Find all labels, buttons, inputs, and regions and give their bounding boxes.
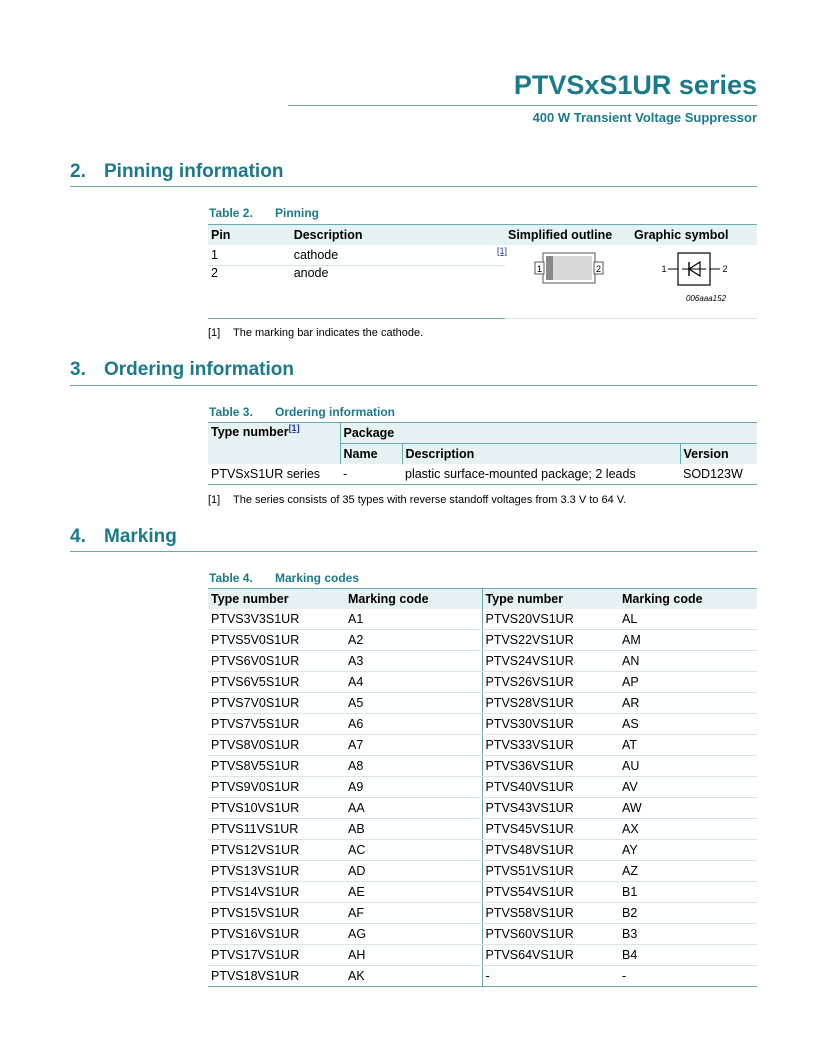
table-caption-ordering	[209, 405, 395, 419]
package-outline-drawing	[508, 245, 628, 293]
col-header-type-number: Type number	[482, 589, 619, 610]
table-row	[208, 651, 757, 672]
title-divider	[288, 105, 757, 106]
outline-pin-label: 1	[536, 264, 542, 274]
package-version: SOD123W	[683, 467, 743, 481]
marking-code: B4	[619, 945, 757, 966]
type-number: PTVS60VS1UR	[482, 924, 619, 945]
section-number: 3.	[70, 359, 86, 380]
type-number: PTVS18VS1UR	[211, 969, 300, 983]
col-header-marking-code: Marking code	[345, 589, 482, 610]
marking-code: AM	[619, 630, 757, 651]
marking-codes-table	[208, 588, 757, 987]
table-number: Table 3.	[209, 405, 253, 419]
col-header-package: Package	[340, 423, 757, 444]
col-header-name: Name	[340, 444, 402, 465]
marking-code: AW	[619, 798, 757, 819]
marking-code: AL	[619, 609, 757, 630]
table-row	[208, 777, 757, 798]
marking-code: A9	[345, 777, 482, 798]
marking-code: AY	[619, 840, 757, 861]
table-row	[208, 966, 757, 987]
type-number: PTVS33VS1UR	[482, 735, 619, 756]
marking-code: AA	[345, 798, 482, 819]
table-row	[208, 464, 757, 485]
type-number: PTVS51VS1UR	[482, 861, 619, 882]
document-title: PTVSxS1UR series	[513, 70, 757, 100]
diode-symbol-drawing	[634, 245, 754, 307]
type-number: PTVS7V5S1UR	[208, 714, 345, 735]
document-subtitle: 400 W Transient Voltage Suppressor	[532, 110, 757, 125]
marking-code: AK	[345, 966, 482, 987]
col-header-pin: Pin	[208, 225, 291, 246]
type-number: PTVS8V5S1UR	[208, 756, 345, 777]
footnote-marker: [1]	[208, 494, 221, 506]
footnote-text: The series consists of 35 types with reverse standoff voltages from 3.3 V to 64 V.	[233, 494, 627, 506]
type-number: PTVS6V0S1UR	[208, 651, 345, 672]
col-header-type-number: Type number[1]	[208, 423, 340, 465]
type-number: PTVS43VS1UR	[482, 798, 619, 819]
symbol-code: 006aaa152	[685, 294, 727, 303]
type-number: PTVS5V0S1UR	[208, 630, 345, 651]
type-number: PTVS24VS1UR	[482, 651, 619, 672]
col-header-version: Version	[680, 444, 757, 465]
type-number: PTVS45VS1UR	[482, 819, 619, 840]
marking-code: AF	[345, 903, 482, 924]
marking-code: A5	[345, 693, 482, 714]
marking-code: AG	[345, 924, 482, 945]
table-row	[208, 924, 757, 945]
table-row	[208, 693, 757, 714]
type-number: PTVS6V5S1UR	[208, 672, 345, 693]
col-header-symbol: Graphic symbol	[631, 225, 757, 246]
table-title: Ordering information	[275, 405, 395, 419]
col-header-type-number: Type number	[208, 589, 345, 610]
pin-number: 1	[208, 245, 291, 266]
type-number: PTVSxS1UR series	[211, 467, 321, 481]
marking-code: AZ	[619, 861, 757, 882]
marking-code: AV	[619, 777, 757, 798]
marking-codes-body	[208, 609, 757, 987]
section-divider	[70, 186, 757, 187]
marking-code: AH	[345, 945, 482, 966]
marking-code: AD	[345, 861, 482, 882]
type-number: PTVS17VS1UR	[208, 945, 345, 966]
type-number: PTVS11VS1UR	[208, 819, 345, 840]
marking-code: B1	[619, 882, 757, 903]
table-row	[208, 756, 757, 777]
footnote-link[interactable]: [1]	[288, 423, 300, 433]
pinning-table	[208, 224, 757, 319]
section-divider	[70, 551, 757, 552]
marking-code: AB	[345, 819, 482, 840]
table-caption-pinning	[209, 206, 319, 220]
table-row	[208, 945, 757, 966]
section-title: Ordering information	[104, 359, 294, 380]
marking-code: A4	[345, 672, 482, 693]
marking-code: AE	[345, 882, 482, 903]
outline-pin-label: 2	[595, 264, 601, 274]
simplified-outline-cell	[505, 245, 631, 319]
marking-code: AP	[619, 672, 757, 693]
symbol-pin-label: 2	[722, 264, 728, 274]
marking-code: AR	[619, 693, 757, 714]
type-number: PTVS16VS1UR	[208, 924, 345, 945]
type-number: PTVS12VS1UR	[208, 840, 345, 861]
type-number: PTVS13VS1UR	[208, 861, 345, 882]
table-title: Pinning	[275, 206, 319, 220]
type-number: PTVS3V3S1UR	[208, 609, 345, 630]
ordering-table	[208, 422, 757, 485]
table-row	[208, 903, 757, 924]
type-number: PTVS22VS1UR	[482, 630, 619, 651]
type-number: PTVS36VS1UR	[482, 756, 619, 777]
table-row	[208, 630, 757, 651]
section-divider	[70, 385, 757, 386]
table-row	[208, 798, 757, 819]
marking-code: -	[622, 969, 627, 983]
table-row	[208, 840, 757, 861]
marking-code: A2	[345, 630, 482, 651]
col-header-description: Description	[402, 444, 680, 465]
section-heading-ordering	[70, 359, 294, 381]
col-header-marking-code: Marking code	[619, 589, 757, 610]
cathode-marking-bar	[546, 256, 553, 280]
footnote-marker: [1]	[208, 327, 221, 339]
type-number: PTVS26VS1UR	[482, 672, 619, 693]
graphic-symbol-cell	[631, 245, 757, 319]
type-number: PTVS28VS1UR	[482, 693, 619, 714]
table-row	[208, 735, 757, 756]
table-row	[208, 819, 757, 840]
pin-description: anode	[293, 266, 329, 280]
type-number: PTVS7V0S1UR	[208, 693, 345, 714]
symbol-pin-label: 1	[661, 264, 667, 274]
package-name: -	[343, 467, 348, 481]
footnote-text: The marking bar indicates the cathode.	[233, 327, 424, 339]
pin-description: cathode [1]	[291, 245, 505, 266]
marking-code: B2	[619, 903, 757, 924]
type-number: PTVS10VS1UR	[208, 798, 345, 819]
section-heading-marking	[70, 526, 177, 548]
type-number: PTVS58VS1UR	[482, 903, 619, 924]
marking-code: AS	[619, 714, 757, 735]
marking-code: AT	[619, 735, 757, 756]
section-heading-pinning	[70, 161, 283, 183]
col-header-description: Description	[291, 225, 505, 246]
type-number: PTVS14VS1UR	[208, 882, 345, 903]
type-number: PTVS30VS1UR	[482, 714, 619, 735]
marking-code: A3	[345, 651, 482, 672]
table-row	[208, 609, 757, 630]
footnote-link[interactable]: [1]	[496, 246, 507, 256]
type-number: PTVS15VS1UR	[208, 903, 345, 924]
section-number: 2.	[70, 161, 86, 182]
table-row	[208, 861, 757, 882]
type-number: PTVS8V0S1UR	[208, 735, 345, 756]
section-title: Marking	[104, 526, 177, 547]
type-number: PTVS64VS1UR	[482, 945, 619, 966]
footnote-ordering	[208, 494, 626, 506]
table-number: Table 4.	[209, 571, 253, 585]
marking-code: B3	[619, 924, 757, 945]
type-number: PTVS40VS1UR	[482, 777, 619, 798]
table-title: Marking codes	[275, 571, 360, 585]
table-row	[208, 714, 757, 735]
marking-code: AN	[619, 651, 757, 672]
package-description: plastic surface-mounted package; 2 leads	[405, 467, 636, 481]
section-title: Pinning information	[104, 161, 284, 182]
marking-code: A6	[345, 714, 482, 735]
type-number: PTVS54VS1UR	[482, 882, 619, 903]
table-caption-marking	[209, 571, 359, 585]
pin-number: 2	[211, 266, 218, 280]
table-number: Table 2.	[209, 206, 253, 220]
marking-code: A8	[345, 756, 482, 777]
type-number: PTVS20VS1UR	[482, 609, 619, 630]
marking-code: AX	[619, 819, 757, 840]
marking-code: AU	[619, 756, 757, 777]
table-row	[208, 672, 757, 693]
footnote-pinning	[208, 327, 423, 339]
marking-code: A1	[345, 609, 482, 630]
marking-code: AC	[345, 840, 482, 861]
col-header-outline: Simplified outline	[505, 225, 631, 246]
marking-code: A7	[345, 735, 482, 756]
section-number: 4.	[70, 526, 86, 547]
table-row	[208, 882, 757, 903]
type-number: PTVS9V0S1UR	[208, 777, 345, 798]
type-number: PTVS48VS1UR	[482, 840, 619, 861]
table-row	[208, 245, 757, 266]
type-number: -	[485, 969, 490, 983]
